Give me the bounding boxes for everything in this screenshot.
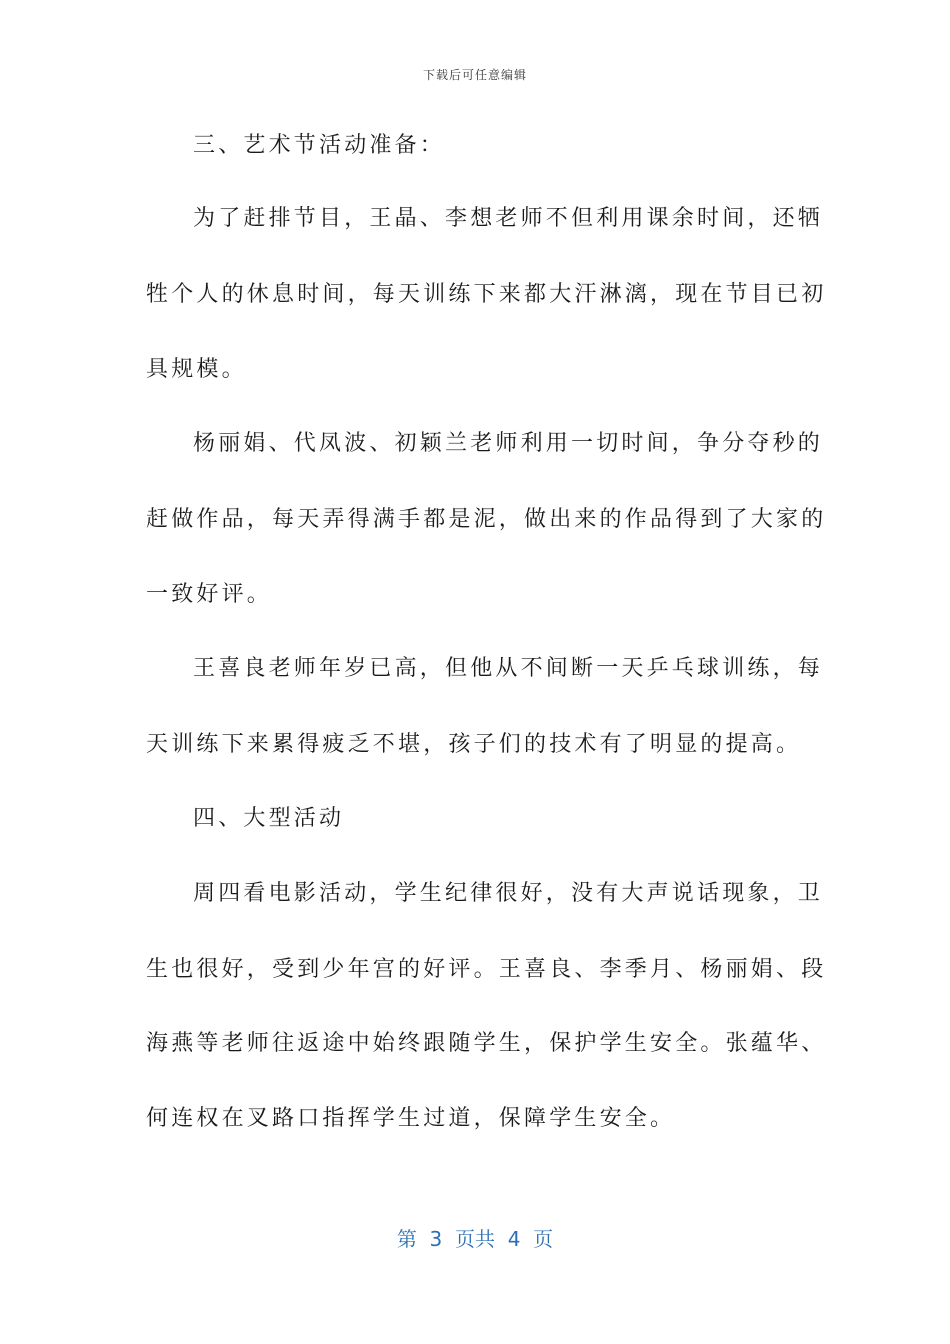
paragraph-line: 天训练下来累得疲乏不堪，孩子们的技术有了明显的提高。 [146,732,802,757]
paragraph-line: 海燕等老师往返途中始终跟随学生，保护学生安全。张蕴华、 [146,1031,827,1056]
paragraph-line: 赶做作品，每天弄得满手都是泥，做出来的作品得到了大家的 [146,507,827,532]
paragraph-line: 何连权在叉路口指挥学生过道，保障学生安全。 [146,1106,676,1131]
section-heading-large-activities: 四、大型活动 [193,806,345,831]
paragraph-line: 为了赶排节目，王晶、李想老师不但利用课余时间，还牺 [193,206,824,231]
section-heading-art-festival: 三、艺术节活动准备： [193,133,446,158]
paragraph-line: 杨丽娟、代凤波、初颖兰老师利用一切时间，争分夺秒的 [193,431,824,456]
paragraph-line: 王喜良老师年岁已高，但他从不间断一天乒乓球训练，每 [193,656,824,681]
paragraph-line: 一致好评。 [146,582,273,607]
page-header: 下载后可任意编辑 [422,68,527,82]
paragraph-line: 牲个人的休息时间，每天训练下来都大汗淋漓，现在节目已初 [146,282,827,307]
paragraph-line: 具规模。 [146,357,247,382]
page-number-footer: 第 3 页共 4 页 [396,1227,554,1251]
paragraph-line: 周四看电影活动，学生纪律很好，没有大声说话现象，卫 [193,881,824,906]
paragraph-line: 生也很好，受到少年宫的好评。王喜良、李季月、杨丽娟、段 [146,957,827,982]
